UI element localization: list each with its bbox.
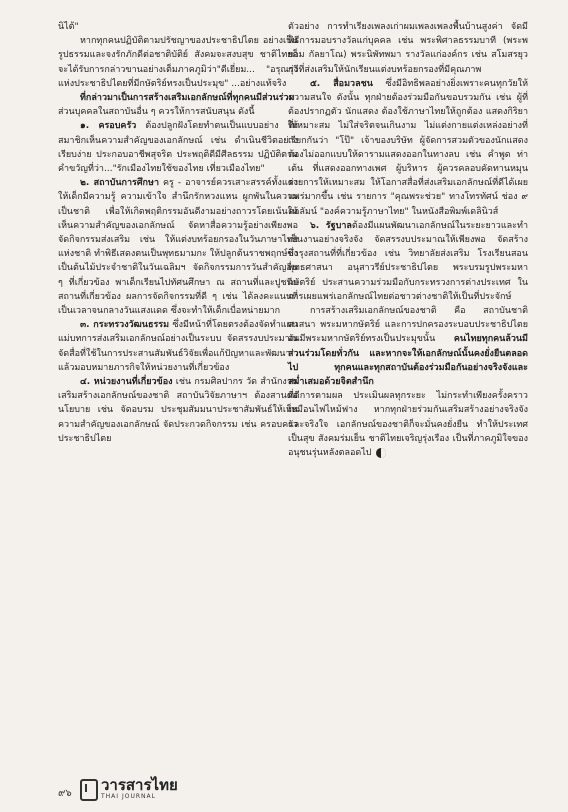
emphasized-text: คนไทยทุกคนล้วนมีส่วนร่วมโดยทั่วกัน และหากจะให้เอกลักษณ์นั้นคงยั่งยืนตลอดไป ทุกคนและทุกสถาบันต้องร่วมมือกันอย่างจริงจังและสม่ำเสมอด้วยจิตสำนึก [288,334,528,388]
paragraph-text: ตัวอย่าง การทำเรียงเพลงเก่าผมเพลงเพลงพื้นบ้านสูงค่า จัดมีพิธีการมอบรางวัลแก่บุคคล เช่น พระพิศาลธรรมบาที (พระพยอม กัลยาโณ) พระนิพัทพมา รางวัลแก่องค์กร เช่น สโมสรยุวกวีที่ส่งเสริมให้นักเรียนแต่งบทร้อยกรองที่มีคุณภาพ [288,22,528,75]
paragraph-heading: ๔. หน่วยงานที่เกี่ยวข้อง [80,377,173,388]
paragraph-heading: ๑. ครอบครัว [80,121,137,132]
end-of-article-icon [376,448,386,458]
right-text-column [288,20,528,460]
journal-name-thai: วารสารไทย [101,776,178,794]
paragraph [58,176,298,318]
paragraph [58,119,298,176]
paragraph-heading: ๕. สื่อมวลชน [310,78,373,89]
paragraph [288,304,528,389]
paragraph-text: นิไต้" [58,22,79,32]
paragraph-heading: ๓. กระทรวงวัฒนธรรม [80,320,170,331]
paragraph-text: การสร้างเสริมเอกลักษณ์ของชาติ คือ สถาบันชาติ ศาสนา พระมหากษัตริย์ และการปกครองระบอบประชาธิปไตยอันมีพระมหากษัตริย์ทรงเป็นประมุขนั้น [288,306,528,345]
journal-logo [80,778,178,801]
page-number: ๙๖ [58,788,72,799]
paragraph [288,219,528,304]
paragraph [288,389,528,460]
paragraph [288,77,528,219]
paragraph-text: ซึ่งมีหน้าที่โดยตรงต้องจัดทำแผนแม่บทการส่งเสริมเอกลักษณ์อย่างเป็นระบบ จัดสรรงบประมาณ จัดสื่อที่ใช้ในการประสานสัมพันธ์วิจัยเพื่อแก้ปัญหาและพัฒนา แล้วมอบหมายภารกิจให้หน่วยงานที่เกี่ยวข้อง [58,320,298,373]
paragraph-heading: ๖. รัฐบาล [310,220,352,231]
paragraph [58,375,298,446]
paragraph [58,34,298,91]
paragraph [58,91,298,119]
paragraph-text: เช่น กรมศิลปากร วัด สำนักงานเสริมสร้างเอกลักษณ์ของชาติ สถาบันวิจัยภาษาฯ ต้องสานต่อนโยบาย เช่น จัดอบรม ประชุมสัมมนาประชาสัมพันธ์ให้เห็นความสำคัญของเอกลักษณ์ จัดประกวดกิจกรรม เช่น ครอบครัวประชาธิปไตย [58,377,298,444]
left-text-column [58,20,298,446]
paragraph-heading: ที่กล่าวมาเป็นการสร้างเสริมเอกลักษณ์ที่ทุกคนมีส่วนร่วม [80,93,295,104]
paragraph-text: ครู - อาจารย์ควรเสาะสรรค์ทั้งแต่งให้เด็กมีความรู้ ความเข้าใจ สำนึกรักหวงแหน ผูกพันในความเป็นชาติ เพื่อให้เกิดพฤติกรรมอันดีงามอย่างถาวรโดยเน้นให้เห็นความสำคัญของเอกลักษณ์ จัดหาสื่อความรู้อย่างเพียงพอ จัดกิจกรรมส่งเสริม เช่น ให้แต่งบทร้อยกรองในวันภาษาไทยแห่งชาติ ทำพิธีเสดงตนเป็นพุทธมามกะ ให้ปลูกต้นราชพฤกษ์ซึ่งเป็นต้นไม้ประจำชาติในวันเฉลิมฯ จัดกิจกรรมการวันสำคัญอื่น ๆ ที่เกี่ยวข้อง พาเด็กเรียนไปทัศนศึกษา ณ สถานที่และปูชนียสถานที่เกี่ยวข้อง ผลการจัดกิจกรรมที่ดี ๆ เช่น ได้ลงคะแนนที่เป็นเวลาจนกลางวันแสงแดด ซึ่งจะทำให้เด็กเบื่อหน่ายมาก [58,178,298,317]
paragraph-text: ที่ดีการตามผล ประเมินผลทุกระยะ ไม่กระทำเพียงครั้งคราวเหมือนไฟไหม้ฟาง หากทุกฝ่ายร่วมกันเสริมสร้างอย่างจริงจังและจริงใจ เอกลักษณ์ของชาติก็จะมั่นคงยั่งยืน ทำให้ประเทศเป็นสุข สังคมร่มเย็น ชาติไทยเจริญรุ่งเรือง เป็นที่ภาคภูมิใจของอนุชนรุ่นหลังตลอดไป [288,391,528,459]
paragraph-text: ต้องมีแผนพัฒนาเอกลักษณ์ในระยะยาวและทำเป็นงานอย่างจริงจัง จัดสรรงบประมาณให้เพียงพอ จัดสร้างบำรุงสถานที่ที่เกี่ยวข้อง เช่น วิทยาลัยส่งเสริม โรงเรียนสอนพุทธศาสนา อนุสาวรีย์ประชาธิปไตย พระบรมรูปพระมหากษัตริย์ ประสานความร่วมมือกับกระทรวงการต่างประเทศ ในการเผยแพร่เอกลักษณ์ไทยต่อชาวต่างชาติให้เป็นที่ประจักษ์ [288,220,528,302]
paragraph [58,318,298,375]
paragraph-text: หากทุกคนปฏิบัติตามปรัชญาของประชาธิปไตย อย่างเป็นรูปธรรมและจงรักภักดีต่อชาติบัติย์ สังคมจะสงบสุข ชาติไทยก็จะได้รับการกล่าวขานอย่างเต็มภาคภูมิว่า"ดีเยี่ยม... "อรุณรุ่งแห่งประชาธิปไตยที่มีกษัตริย์ทรงเป็นประมุข" ...อย่างแท้จริง [58,36,298,89]
paragraph-text: ซึ่งมีอิทธิพลอย่างยิ่งเพราะคนทุกวัยให้ความสนใจ ดังนั้น ทุกฝ่ายต้องร่วมมือกันขอบรวมกัน เช่น ผู้ที่ต้องปรากฏตัว นักแสดง ต้องใช้ภาษาไทยให้ถูกต้อง แสดงกิริยาที่เหมาะสม ไม่ใส่จริตจนเกินงาม ไม่แต่งกายแต่งเหล่งอย่างที่เรียกกันว่า "โป๊" เจ้าของบริษัท ผู้จัดการสวมตัวของนักแสดงต้องไม่ออกแบบให้ดารามแสดงออกในทางลบ เช่น คำพูด ท่าเต้น ที่แสดงออกทางเพศ ผู้บริหาร ผู้ควรคลอบคัดทานหมุนรายการให้เหมาะสม ให้โอกาสสื่อที่ส่งเสริมเอกลักษณ์ที่ดีได้เผยแพร่มากขึ้น เช่น รายการ "คุณพระช่วย" ทางโทรทัศน์ ช่อง ๙ คอลัมน์ "องค์ความรู้ภาษาไทย" ในหนังสือพิมพ์เดลินิวส์ [288,78,528,217]
paragraph-text: ส่วนบุคคลในสถาบันอื่น ๆ ควรให้การสนับสนุน ดังนี้ [58,107,255,118]
paragraph [58,20,298,34]
journal-logo-icon [80,779,98,801]
paragraph [288,20,528,77]
page-footer [0,772,568,812]
paragraph-heading: ๒. สถาบันการศึกษา [80,178,159,189]
paragraph-text: ต้องปลูกฝังโดยทำตนเป็นแบบอย่าง ให้สมาชิกเห็นความสำคัญของเอกลักษณ์ เช่น ดำเนินชีวิตอย่างเรียบง่าย ประกอบอาชีพสุจริต ประพฤติดีมีศีลธรรม ปฏิบัติตามคำขวัญที่ว่า..."รักเมืองไทยใช้ของไทย เที่ยวเมืองไทย" [58,121,298,175]
journal-name-english: THAI JOURNAL [101,793,156,800]
